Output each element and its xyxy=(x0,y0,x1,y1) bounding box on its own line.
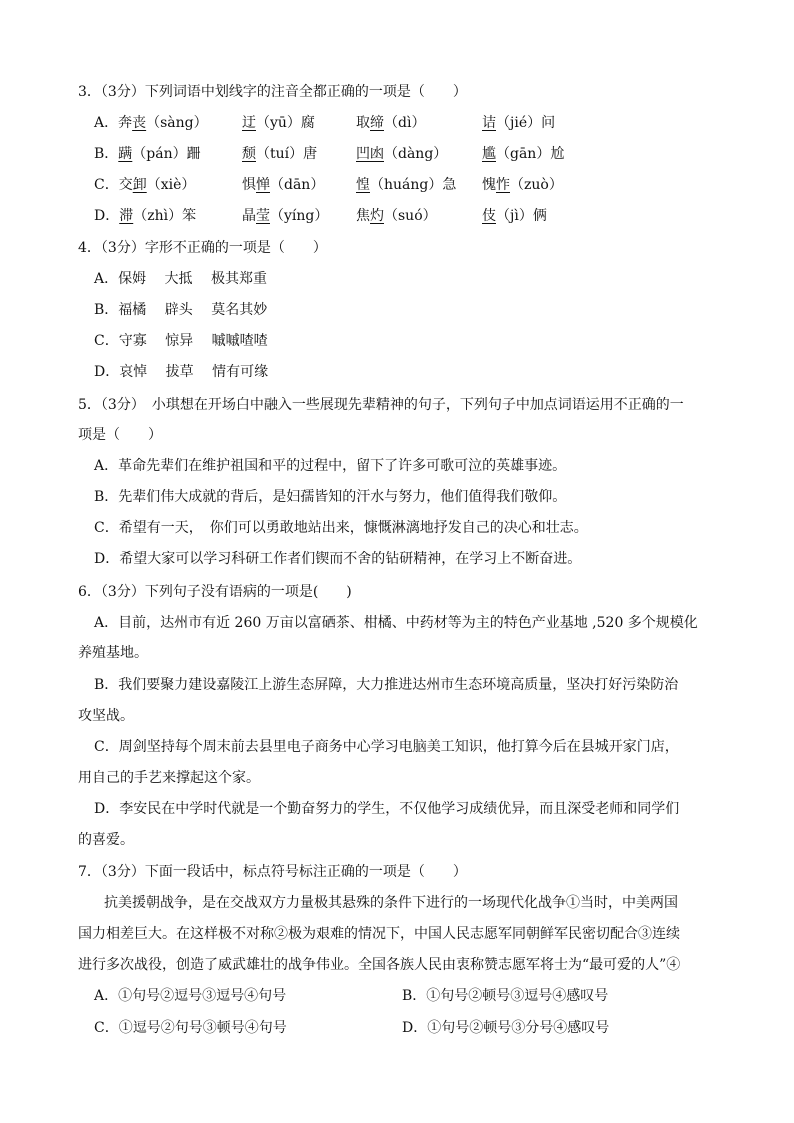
question-3-option-d-word-2 xyxy=(242,206,328,226)
underlined-character: 尴 xyxy=(482,146,496,162)
word-prefix: 惧 xyxy=(242,177,256,193)
pinyin-annotation: （zhì）笨 xyxy=(133,208,197,224)
underlined-character: 莹 xyxy=(256,208,270,224)
question-3-option-a-word-3 xyxy=(356,113,425,133)
question-3-option-b-word-1 xyxy=(94,144,201,164)
word-prefix: 焦 xyxy=(356,208,370,224)
pinyin-annotation: （sàng） xyxy=(146,115,208,131)
pinyin-annotation: （dān） xyxy=(270,177,325,193)
underlined-character: 惶 xyxy=(356,177,370,193)
word-prefix: 取 xyxy=(356,115,370,131)
underlined-character: 怍 xyxy=(496,177,510,193)
pinyin-annotation: （jì）俩 xyxy=(496,208,547,224)
question-6-option-d[interactable]: D．李安民在中学时代就是一个勤奋努力的学生，不仅他学习成绩优异，而且深受老师和同学们 xyxy=(94,801,680,817)
question-7-option-d[interactable]: D．①句号②顿号③分号④感叹号 xyxy=(402,1020,610,1036)
question-3-option-c-word-4 xyxy=(482,175,563,195)
question-5-option-d[interactable]: D．希望大家可以学习科研工作者们锲而不舍的钻研精神，在学习上不断奋进。 xyxy=(94,551,582,567)
question-4-option-d[interactable]: D．哀悼 拔草 情有可缘 xyxy=(94,364,269,380)
question-3-option-a-word-2 xyxy=(242,113,315,133)
pinyin-annotation: （dì） xyxy=(384,115,426,131)
question-6-option-a-cont: 养殖基地。 xyxy=(78,645,148,661)
question-6-option-d-cont: 的喜爱。 xyxy=(78,832,134,848)
pinyin-annotation: （yū）腐 xyxy=(256,115,315,131)
word-prefix: 愧 xyxy=(482,177,496,193)
question-3-option-a-word-4 xyxy=(482,113,555,133)
underlined-character: 颓 xyxy=(242,146,256,162)
pinyin-annotation: （yíng） xyxy=(270,208,329,224)
question-7-option-b[interactable]: B．①句号②顿号③逗号④感叹号 xyxy=(402,988,609,1004)
question-3-option-b[interactable] xyxy=(94,144,714,164)
word-prefix: A．奔 xyxy=(94,115,133,131)
question-3-option-b-word-3 xyxy=(356,144,447,164)
question-3-option-d-word-1 xyxy=(94,206,196,226)
underlined-character: 凹凼 xyxy=(356,146,384,162)
question-7-option-c[interactable]: C．①逗号②句号③顿号④句号 xyxy=(94,1020,287,1036)
pinyin-annotation: （zuò） xyxy=(510,177,563,193)
question-6-stem: 6．（3分）下列句子没有语病的一项是( ) xyxy=(78,584,352,600)
word-prefix: C．交 xyxy=(94,177,133,193)
pinyin-annotation: （pán）跚 xyxy=(132,146,201,162)
pinyin-annotation: （dàng） xyxy=(384,146,448,162)
pinyin-annotation: （xiè） xyxy=(146,177,196,193)
underlined-character: 缔 xyxy=(370,115,384,131)
question-6-option-b[interactable]: B．我们要聚力建设嘉陵江上游生态屏障，大力推进达州市生态环境高质量，坚决打好污染防治 xyxy=(94,677,679,693)
underlined-character: 蹒 xyxy=(118,146,133,162)
question-4-stem: 4．（3分）字形不正确的一项是（ ） xyxy=(78,240,327,256)
underlined-character: 惮 xyxy=(256,177,270,193)
underlined-character: 伎 xyxy=(482,208,496,224)
question-6-option-a[interactable]: A．目前，达州市有近 260 万亩以富硒茶、柑橘、中药材等为主的特色产业基地 ,520 多个规模化 xyxy=(94,615,698,631)
pinyin-annotation: （tuí）唐 xyxy=(256,146,318,162)
pinyin-annotation: （huáng）急 xyxy=(370,177,457,193)
question-3-option-c[interactable] xyxy=(94,175,714,195)
question-5-stem-cont: 项是（ ） xyxy=(78,427,162,443)
underlined-character: 迂 xyxy=(242,115,256,131)
question-5-stem: 5．（3分） 小琪想在开场白中融入一些展现先辈精神的句子，下列句子中加点词语运用不正确的一 xyxy=(78,397,684,413)
question-6-option-c[interactable]: C．周剑坚持每个周末前去县里电子商务中心学习电脑美工知识，他打算今后在县城开家门店， xyxy=(94,739,679,755)
pinyin-annotation: （gān）尬 xyxy=(496,146,565,162)
underlined-character: 灼 xyxy=(370,208,384,224)
question-3-option-c-word-2 xyxy=(242,175,324,195)
question-3-option-c-word-1 xyxy=(94,175,195,195)
question-3-option-d-word-3 xyxy=(356,206,437,226)
question-3-option-b-word-2 xyxy=(242,144,317,164)
word-prefix: B． xyxy=(94,146,119,162)
question-3-option-a-word-1 xyxy=(94,113,208,133)
question-7-stem: 7．（3分）下面一段话中，标点符号标注正确的一项是（ ） xyxy=(78,864,467,880)
question-7-passage-line-3: 进行多次战役，创造了威武雄壮的战争伟业。全国各族人民由衷称赞志愿军将士为“最可爱的人”④ xyxy=(78,957,681,973)
question-7-passage-line-2: 国力相差巨大。在这样极不对称②极为艰难的情况下，中国人民志愿军同朝鲜军民密切配合③连续 xyxy=(78,926,680,942)
underlined-character: 滞 xyxy=(119,208,134,224)
word-prefix: D． xyxy=(94,208,120,224)
question-5-option-a[interactable]: A．革命先辈们在维护祖国和平的过程中，留下了许多可歌可泣的英雄事迹。 xyxy=(94,458,567,474)
question-3-option-b-word-4 xyxy=(482,144,564,164)
question-7-option-a[interactable]: A．①句号②逗号③逗号④句号 xyxy=(94,988,287,1004)
question-3-option-d-word-4 xyxy=(482,206,547,226)
question-5-option-c[interactable]: C．希望有一天， 你们可以勇敢地站出来，慷慨淋漓地抒发自己的决心和壮志。 xyxy=(94,520,588,536)
question-7-passage-line-1: 抗美援朝战争，是在交战双方力量极其悬殊的条件下进行的一场现代化战争①当时，中美两国 xyxy=(104,895,678,911)
question-3-option-c-word-3 xyxy=(356,175,456,195)
question-6-option-c-cont: 用自己的手艺来撑起这个家。 xyxy=(78,770,260,786)
pinyin-annotation: （suó） xyxy=(384,208,437,224)
underlined-character: 丧 xyxy=(132,115,147,131)
pinyin-annotation: （jié）问 xyxy=(496,115,556,131)
underlined-character: 诘 xyxy=(482,115,496,131)
question-5-option-b[interactable]: B．先辈们伟大成就的背后，是妇孺皆知的汗水与努力，他们值得我们敬仰。 xyxy=(94,489,567,505)
question-3-option-a[interactable] xyxy=(94,113,714,133)
question-3-stem: 3．（3分）下列词语中划线字的注音全都正确的一项是（ ） xyxy=(78,84,467,100)
question-6-option-b-cont: 攻坚战。 xyxy=(78,708,134,724)
question-4-option-a[interactable]: A．保姆 大抵 极其郑重 xyxy=(94,271,268,287)
underlined-character: 卸 xyxy=(132,177,147,193)
question-4-option-b[interactable]: B．福橘 辟头 莫名其妙 xyxy=(94,302,268,318)
question-3-option-d[interactable] xyxy=(94,206,714,226)
word-prefix: 晶 xyxy=(242,208,256,224)
question-4-option-c[interactable]: C．守寡 惊异 嘁嘁喳喳 xyxy=(94,333,268,349)
